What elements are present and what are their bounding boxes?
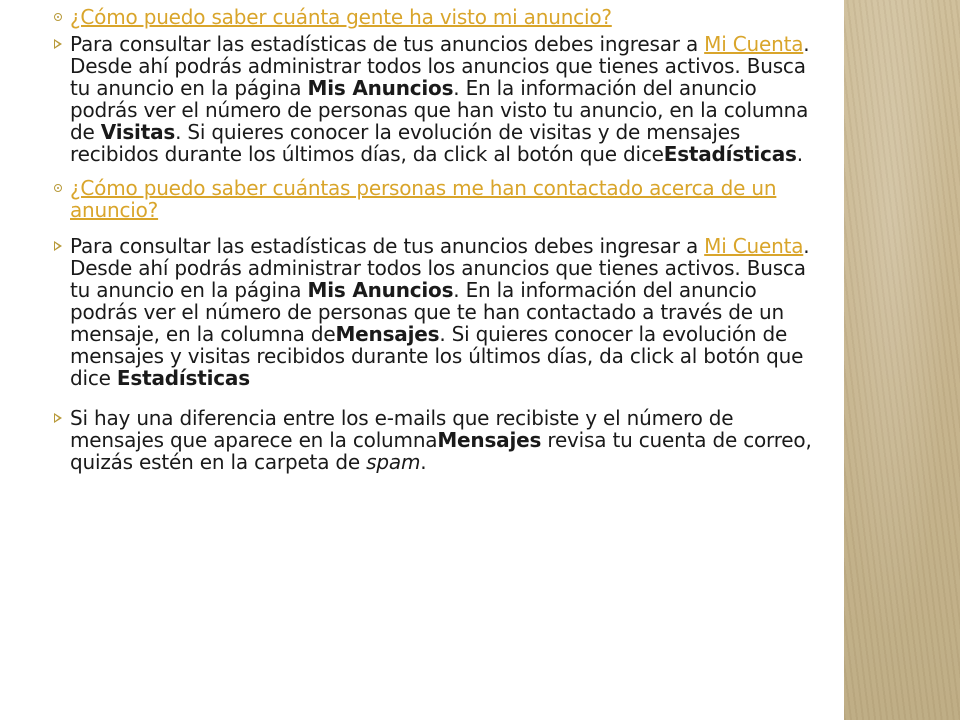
answer-3-text: Si hay una diferencia entre los e-mails que recibiste y el número de mensajes que aparece en la columnaMensajes revisa tu cuenta de correo, quizás estén en la carpeta de spam. bbox=[70, 406, 812, 474]
circle-dot-bullet-icon bbox=[52, 177, 64, 199]
circle-dot-bullet-icon bbox=[52, 6, 64, 28]
mi-cuenta-link[interactable]: Mi Cuenta bbox=[704, 234, 804, 258]
faq-question-2 bbox=[52, 177, 824, 221]
faq-answer-2 bbox=[52, 235, 824, 389]
question-2-link[interactable]: ¿Cómo puedo saber cuántas personas me han contactado acerca de un anuncio? bbox=[70, 176, 777, 222]
mi-cuenta-link[interactable]: Mi Cuenta bbox=[704, 32, 804, 56]
faq-question-1 bbox=[52, 6, 824, 28]
faq-answer-1 bbox=[52, 33, 824, 165]
answer-2-text: Para consultar las estadísticas de tus anuncios debes ingresar a Mi Cuenta. Desde ahí podrás administrar todos los anuncios que tienes activos. Busca tu anuncio en la página Mis Anuncios. En la información del anuncio podrás ver el número de personas que te han contactado a través de un mensaje, en la columna deMensajes. Si quieres conocer la evolución de mensajes y visitas recibidos durante los últimos días, da click al botón que dice Estadísticas bbox=[70, 234, 810, 390]
arrow-bullet-icon bbox=[52, 235, 64, 257]
arrow-bullet-icon bbox=[52, 33, 64, 55]
answer-1-text: Para consultar las estadísticas de tus anuncios debes ingresar a Mi Cuenta. Desde ahí podrás administrar todos los anuncios que tienes activos. Busca tu anuncio en la página Mis Anuncios. En la información del anuncio podrás ver el número de personas que han visto tu anuncio, en la columna de Visitas. Si quieres conocer la evolución de visitas y de mensajes recibidos durante los últimos días, da click al botón que diceEstadísticas. bbox=[70, 32, 810, 166]
question-1-link[interactable]: ¿Cómo puedo saber cuánta gente ha visto mi anuncio? bbox=[70, 5, 612, 29]
faq-list bbox=[52, 6, 824, 485]
faq-answer-3 bbox=[52, 407, 824, 473]
decorative-side-panel bbox=[844, 0, 960, 720]
arrow-bullet-icon bbox=[52, 407, 64, 429]
